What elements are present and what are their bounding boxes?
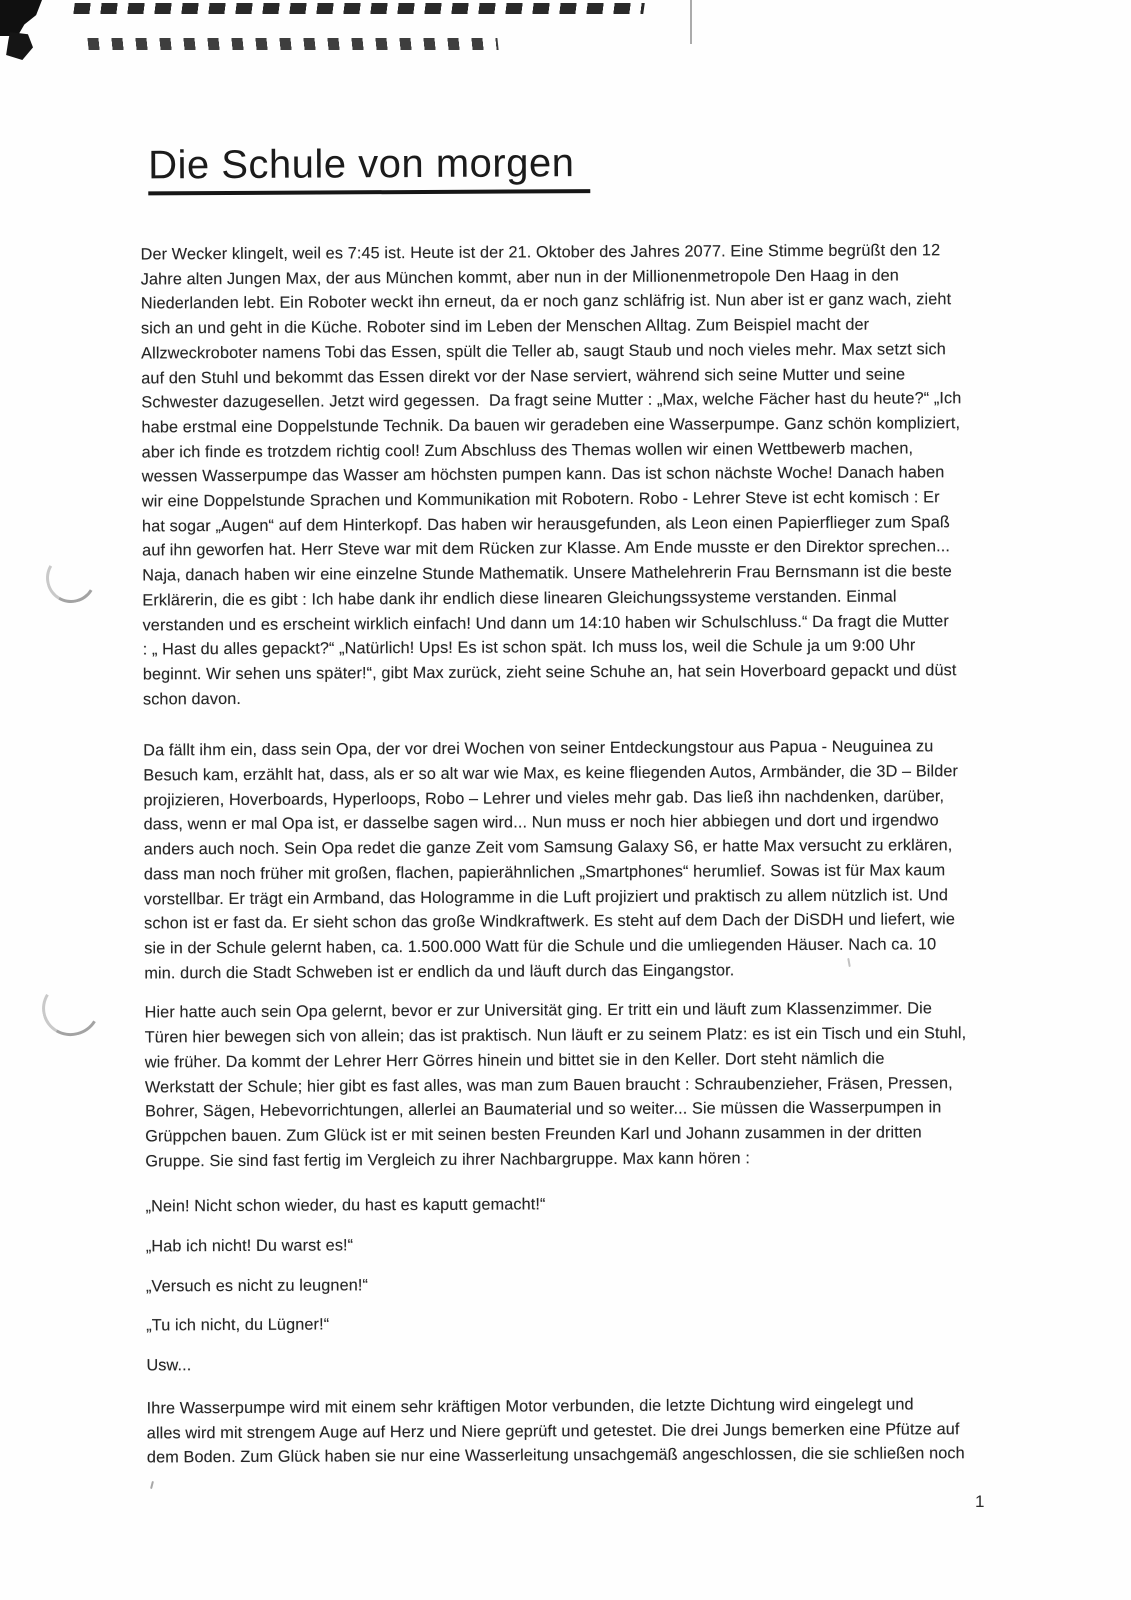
dialogue-line-1: „Nein! Nicht schon wieder, du hast es kaputt gemacht!“ — [145, 1195, 546, 1216]
paragraph-water-pump-test: Ihre Wasserpumpe wird mit einem sehr kräftigen Motor verbunden, die letzte Dichtung wird eingelegt und alles wird mit strengem Auge auf Herz und Niere geprüft und getestet. Die drei Jungs bemerken eine Pfütze auf dem Boden. Zum Glück haben sie nur eine Wasserleitung unsachgemäß angeschlossen, die sie schließen noch — [146, 1395, 965, 1467]
essay-content — [140, 138, 1077, 1471]
paragraph-school-workshop: Hier hatte auch sein Opa gelernt, bevor er zur Universität ging. Er tritt ein und läuft zum Klassenzimmer. Die Türen hier bewegen sich von allein; das ist praktisch. Nun läuft er zu seinem Platz: es ist ein Tisch und ein Stuhl, wie früher. Da kommt der Lehrer Herr Görres hinein und bittet sie in den Keller. Dort steht nämlich die Werkstatt der Schule; hier gibt es fast alles, was man zum Bauen braucht : Schraubenzieher, Fräsen, Pressen, Bohrer, Sägen, Hebevorrichtungen, allerlei an Baumaterial und so weiter... Sie müssen die Wasserpumpen in Grüppchen bauen. Zum Glück ist er mit seinen besten Freunden Karl und Johann zusammen in der dritten Gruppe. Sie sind fast fertig im Vergleich zu ihrer Nachbargruppe. Max kann hören : — [144, 999, 967, 1171]
dialogue-line-4: „Tu ich nicht, du Lügner!“ — [146, 1315, 330, 1335]
document-title — [148, 138, 1070, 196]
scan-corner-artifact — [0, 0, 42, 36]
scan-edge-line — [690, 0, 692, 44]
dialogue-line-3: „Versuch es nicht zu leugnen!“ — [145, 1275, 369, 1296]
punch-hole-shadow — [36, 974, 106, 1042]
document-title-text: Die Schule von morgen — [148, 140, 591, 195]
dialogue-etc: Usw... — [146, 1356, 192, 1375]
dialogue-line-2: „Hab ich nicht! Du warst es!“ — [145, 1236, 354, 1256]
punch-hole-shadow — [41, 548, 102, 609]
scan-top-edge-marks — [73, 3, 645, 14]
scan-top-edge-marks — [87, 38, 498, 50]
paragraph-morning-routine: Der Wecker klingelt, weil es 7:45 ist. Heute ist der 21. Oktober des Jahres 2077. Eine Stimme begrüßt den 12 Jahre alten Jungen Max, der aus München kommt, aber nun in der Millionenmetropole Den Haag in den Niederlanden lebt. Ein Roboter weckt ihn erneut, da er noch ganz schläfrig ist. Nun aber ist er ganz wach, zieht sich an und geht in die Küche. Roboter sind im Leben der Menschen Alltag. Zum Beispiel macht der Allzweckroboter namens Tobi das Essen, spült die Teller ab, saugt Staub und noch vieles mehr. Max setzt sich auf den Stuhl und bekommt das Essen direkt vor der Nase serviert, während sich seine Mutter und seine Schwester dazugesellen. Jetzt wird gegessen. Da fragt seine Mutter : „Max, welche Fächer hast du heute?“ „Ich habe erstmal eine Doppelstunde Technik. Da bauen wir geradeben eine Wasserpumpe. Ganz schön kompliziert, aber ich finde es trotzdem richtig cool! Zum Abschluss des Themas wollen wir einen Wettbewerb machen, wessen Wasserpumpe das Wasser am höchsten pumpen kann. Das ist schon nächste Woche! Danach haben wir eine Doppelstunde Sprachen und Kommunikation mit Robotern. Robo - Lehrer Steve ist echt komisch : Er hat sogar „Augen“ auf dem Hinterkopf. Das haben wir herausgefunden, als Leon einen Papierflieger zum Spaß auf ihn geworfen hat. Herr Steve war mit dem Rücken zur Klasse. Am Ende musste er den Direktor sprechen... Naja, danach haben wir eine einzelne Stunde Mathematik. Unsere Mathelehrerin Frau Bernsmann ist die beste Erklärerin, die es gibt : Ich habe dank ihr endlich diese linearen Gleichungssysteme verstanden. Einmal verstanden und es erscheint wirklich einfach! Und dann um 14:10 haben wir Schulschluss.“ Da fragt die Mutter : „ Hast du alles gepackt?“ „Natürlich! Ups! Es ist schon spät. Ich muss los, weil die Schule ja um 9:00 Uhr beginnt. Wir sehen uns später!“, gibt Max zurück, zieht seine Schuhe an, hat sein Hoverboard gepackt und düst schon davon. — [140, 241, 962, 709]
scan-corner-artifact — [5, 32, 33, 60]
scan-speck — [150, 1481, 154, 1489]
page-number: 1 — [975, 1492, 985, 1511]
paragraph-grandpa-memories: Da fällt ihm ein, dass sein Opa, der vor drei Wochen von seiner Entdeckungstour aus Papua - Neuguinea zu Besuch kam, erzählt hat, dass, als er so alt war wie Max, es keine fliegenden Autos, Armbänder, die 3D – Bilder projizieren, Hoverboards, Hyperloops, Robo – Lehrer und vieles mehr gab. Das ließ ihn nachdenken, darüber, dass, wenn er mal Opa ist, er dasselbe sagen wird... Nun muss er noch hier abbiegen und dort und irgendwo anders auch noch. Sein Opa redet die ganze Zeit vom Samsung Galaxy S6, er hatte Max versucht zu erklären, dass man noch früher mit großen, flachen, papierähnlichen „Smartphones“ herumlief. Sowas ist für Max kaum vorstellbar. Er trägt ein Armband, das Hologramme in die Luft projiziert und praktisch zu allem nützlich ist. Und schon ist er fast da. Er sieht schon das große Windkraftwerk. Es steht auf dem Dach der DiSDH und liefert, wie sie in der Schule gelernt haben, ca. 1.500.000 Watt für die Schule und die umliegenden Häuser. Nach ca. 10 min. durch die Stadt Schweben ist er endlich da und läuft durch das Eingangstor. — [143, 737, 959, 983]
